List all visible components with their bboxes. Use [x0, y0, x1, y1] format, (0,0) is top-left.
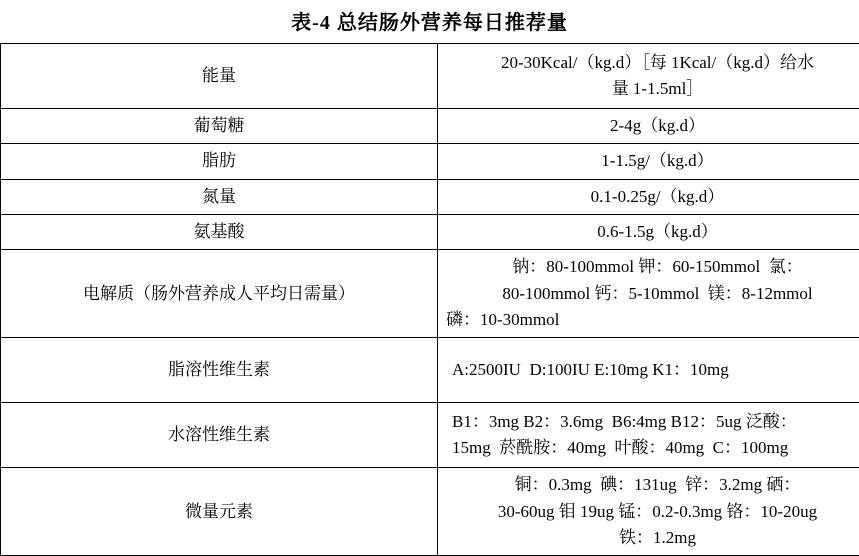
value-line: 20-30Kcal/（kg.d）［每 1Kcal/（kg.d）给水: [446, 50, 859, 76]
row-value: [438, 403, 859, 468]
value-line: 1-1.5g/（kg.d）: [446, 148, 859, 174]
value-line: 30-60ug 钼 19ug 锰：0.2-0.3mg 铬：10-20ug: [446, 499, 859, 525]
row-value: [438, 109, 859, 144]
value-line: 0.6-1.5g（kg.d）: [446, 219, 859, 245]
row-value: [438, 250, 859, 338]
row-value: [438, 338, 859, 403]
table-row: [1, 109, 859, 144]
row-label: 水溶性维生素: [1, 403, 438, 468]
row-label: 能量: [1, 44, 438, 109]
table-row: [1, 338, 859, 403]
table-row: [1, 468, 859, 556]
row-value: [438, 179, 859, 214]
row-label: 电解质（肠外营养成人平均日需量）: [1, 250, 438, 338]
value-line: 15mg 菸酰胺：40mg 叶酸：40mg C：100mg: [452, 435, 859, 461]
value-line: 2-4g（kg.d）: [446, 113, 859, 139]
table-body: [1, 44, 859, 556]
row-label: 葡萄糖: [1, 109, 438, 144]
table-row: [1, 403, 859, 468]
value-line: 磷：10-30mmol: [446, 307, 859, 333]
row-value: [438, 468, 859, 556]
value-line: 铁：1.2mg: [446, 525, 859, 551]
value-line: 钠：80-100mmol 钾：60-150mmol 氯：: [446, 254, 859, 280]
value-line: 量 1-1.5ml］: [446, 76, 859, 102]
value-line: 0.1-0.25g/（kg.d）: [446, 184, 859, 210]
value-line: A:2500IU D:100IU E:10mg K1：10mg: [452, 357, 859, 383]
value-line: 80-100mmol 钙：5-10mmol 镁：8-12mmol: [446, 281, 859, 307]
row-label: 氮量: [1, 179, 438, 214]
row-label: 脂肪: [1, 144, 438, 179]
row-label: 微量元素: [1, 468, 438, 556]
table-row: [1, 44, 859, 109]
row-value: [438, 215, 859, 250]
row-value: [438, 44, 859, 109]
page-title: 表-4 总结肠外营养每日推荐量: [0, 0, 859, 43]
nutrition-recommendation-table: [0, 43, 859, 556]
value-line: B1：3mg B2：3.6mg B6:4mg B12：5ug 泛酸：: [452, 409, 859, 435]
value-line: 铜：0.3mg 碘：131ug 锌：3.2mg 硒：: [446, 472, 859, 498]
table-row: [1, 250, 859, 338]
table-row: [1, 144, 859, 179]
table-row: [1, 215, 859, 250]
row-label: 氨基酸: [1, 215, 438, 250]
row-value: [438, 144, 859, 179]
row-label: 脂溶性维生素: [1, 338, 438, 403]
table-row: [1, 179, 859, 214]
